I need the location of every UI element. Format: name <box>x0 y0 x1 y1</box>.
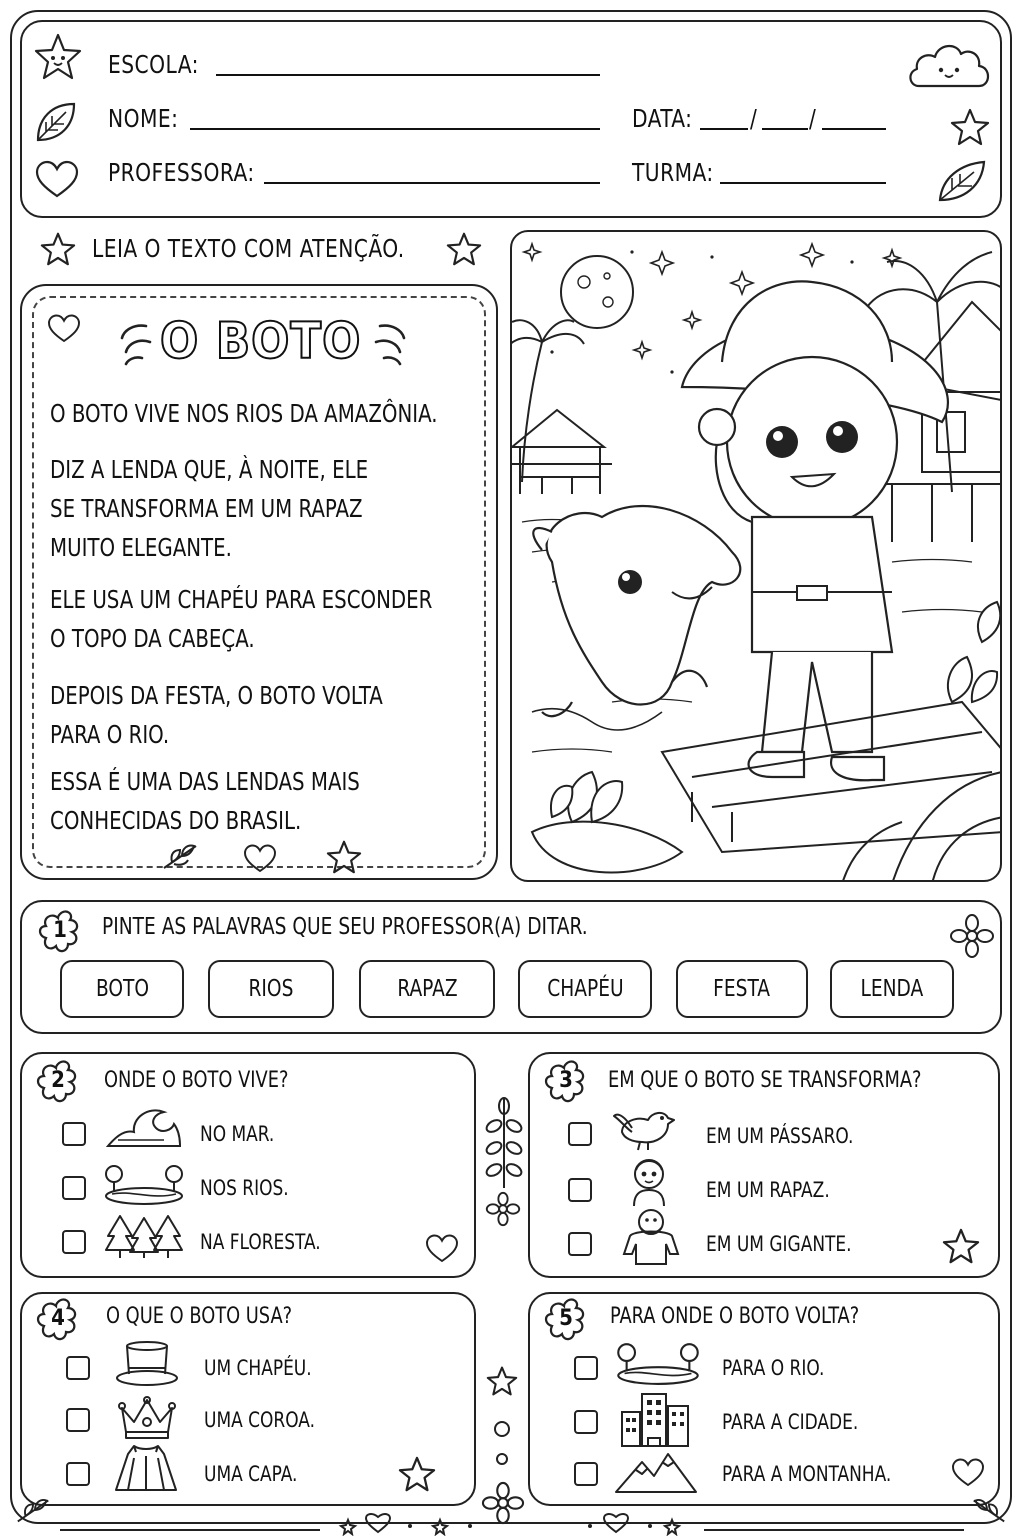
word-rios[interactable]: RIOS <box>208 960 334 1018</box>
option-label: NA FLORESTA. <box>200 1230 321 1254</box>
question-1-prompt: PINTE AS PALAVRAS QUE SEU PROFESSOR(A) DITAR. <box>102 914 588 940</box>
option-label: UMA COROA. <box>204 1408 315 1432</box>
star-icon <box>942 1228 980 1264</box>
word-boto[interactable]: BOTO <box>60 960 184 1018</box>
escola-field[interactable] <box>216 74 600 76</box>
turma-field[interactable] <box>720 182 886 184</box>
option-label: UMA CAPA. <box>204 1462 298 1486</box>
question-2-prompt: ONDE O BOTO VIVE? <box>104 1068 289 1093</box>
story-line: DIZ A LENDA QUE, À NOITE, ELE <box>50 455 369 484</box>
question-4-number: 4 <box>51 1306 65 1331</box>
story-line: ELE USA UM CHAPÉU PARA ESCONDER <box>50 585 433 614</box>
data-day-field[interactable] <box>700 128 748 130</box>
bird-icon <box>612 1102 676 1152</box>
plant-sprig-icon <box>484 1096 524 1190</box>
question-3-prompt: EM QUE O BOTO SE TRANSFORMA? <box>608 1068 922 1093</box>
question-2-number: 2 <box>51 1068 65 1093</box>
option-label: EM UM RAPAZ. <box>706 1178 830 1202</box>
water-splash-icon <box>116 320 156 366</box>
data-label: DATA: <box>632 104 693 133</box>
question-5-prompt: PARA ONDE O BOTO VOLTA? <box>610 1304 860 1329</box>
option-label: EM UM GIGANTE. <box>706 1232 852 1256</box>
question-1-number: 1 <box>53 918 67 943</box>
story-line: ESSA É UMA DAS LENDAS MAIS <box>50 767 360 796</box>
star-icon <box>486 1366 518 1396</box>
option-label: PARA A MONTANHA. <box>722 1462 892 1486</box>
question-4-prompt: O QUE O BOTO USA? <box>106 1304 293 1329</box>
data-separator: / <box>809 104 817 133</box>
cloud-face-icon <box>905 36 993 92</box>
professora-label: PROFESSORA: <box>108 158 255 187</box>
option-label: NO MAR. <box>200 1122 275 1146</box>
question-3-number: 3 <box>559 1068 573 1093</box>
checkbox-no-mar[interactable] <box>62 1122 86 1146</box>
star-icon <box>40 232 76 266</box>
dot-icon <box>493 1420 511 1438</box>
question-5-number: 5 <box>559 1306 573 1331</box>
wave-icon <box>104 1104 184 1150</box>
data-separator: / <box>750 104 758 133</box>
turma-label: TURMA: <box>632 158 714 187</box>
professora-field[interactable] <box>264 182 600 184</box>
checkbox-um-chapeu[interactable] <box>66 1356 90 1380</box>
bottom-border-decoration <box>60 1510 964 1536</box>
cape-icon <box>114 1442 178 1492</box>
leaf-icon <box>934 156 990 206</box>
heart-icon <box>46 314 82 344</box>
star-face-icon <box>32 32 84 82</box>
word-lenda[interactable]: LENDA <box>830 960 954 1018</box>
heart-icon <box>34 160 80 200</box>
river-icon <box>612 1340 704 1386</box>
word-chapeu[interactable]: CHAPÉU <box>518 960 652 1018</box>
data-year-field[interactable] <box>822 128 886 130</box>
crown-icon <box>118 1396 176 1440</box>
option-label: NOS RIOS. <box>200 1176 289 1200</box>
story-line: CONHECIDAS DO BRASIL. <box>50 806 302 835</box>
checkbox-em-um-gigante[interactable] <box>568 1232 592 1256</box>
story-line: SE TRANSFORMA EM UM RAPAZ <box>50 494 363 523</box>
story-line: MUITO ELEGANTE. <box>50 533 232 562</box>
heart-icon <box>950 1458 986 1488</box>
flower-icon <box>950 914 994 958</box>
word-festa[interactable]: FESTA <box>676 960 808 1018</box>
instruction-text: LEIA O TEXTO COM ATENÇÃO. <box>92 234 405 263</box>
giant-icon <box>616 1206 686 1268</box>
checkbox-uma-coroa[interactable] <box>66 1408 90 1432</box>
checkbox-na-floresta[interactable] <box>62 1230 86 1254</box>
story-title: O BOTO <box>160 312 362 370</box>
star-icon <box>398 1456 436 1492</box>
story-line: O TOPO DA CABEÇA. <box>50 624 255 653</box>
option-label: EM UM PÁSSARO. <box>706 1124 854 1148</box>
leaf-sprig-icon <box>160 840 202 872</box>
nome-label: NOME: <box>108 104 179 133</box>
checkbox-em-um-passaro[interactable] <box>568 1122 592 1146</box>
checkbox-para-a-cidade[interactable] <box>574 1410 598 1434</box>
leaf-icon <box>32 98 80 146</box>
word-rapaz[interactable]: RAPAZ <box>359 960 495 1018</box>
story-line: O BOTO VIVE NOS RIOS DA AMAZÔNIA. <box>50 399 438 428</box>
dot-icon <box>495 1452 509 1466</box>
story-line: PARA O RIO. <box>50 720 170 749</box>
flower-icon <box>486 1192 520 1226</box>
mountain-icon <box>614 1448 698 1494</box>
heart-icon <box>242 844 278 874</box>
data-month-field[interactable] <box>762 128 808 130</box>
heart-icon <box>424 1234 460 1264</box>
checkbox-para-a-montanha[interactable] <box>574 1462 598 1486</box>
star-icon <box>326 840 362 874</box>
story-line: DEPOIS DA FESTA, O BOTO VOLTA <box>50 681 383 710</box>
checkbox-uma-capa[interactable] <box>66 1462 90 1486</box>
checkbox-em-um-rapaz[interactable] <box>568 1178 592 1202</box>
boto-illustration <box>510 230 1002 882</box>
hat-icon <box>114 1340 180 1388</box>
boy-icon <box>626 1156 672 1208</box>
leaf-sprig-icon <box>968 1492 1008 1528</box>
nome-field[interactable] <box>190 128 600 130</box>
city-icon <box>618 1390 692 1448</box>
forest-icon <box>104 1212 184 1260</box>
checkbox-para-o-rio[interactable] <box>574 1356 598 1380</box>
option-label: PARA A CIDADE. <box>722 1410 859 1434</box>
escola-label: ESCOLA: <box>108 50 199 79</box>
star-icon <box>950 108 990 146</box>
option-label: PARA O RIO. <box>722 1356 825 1380</box>
leaf-sprig-icon <box>14 1492 54 1528</box>
checkbox-nos-rios[interactable] <box>62 1176 86 1200</box>
option-label: UM CHAPÉU. <box>204 1356 312 1380</box>
star-icon <box>446 232 482 266</box>
water-splash-icon <box>370 320 410 366</box>
river-icon <box>102 1162 186 1206</box>
